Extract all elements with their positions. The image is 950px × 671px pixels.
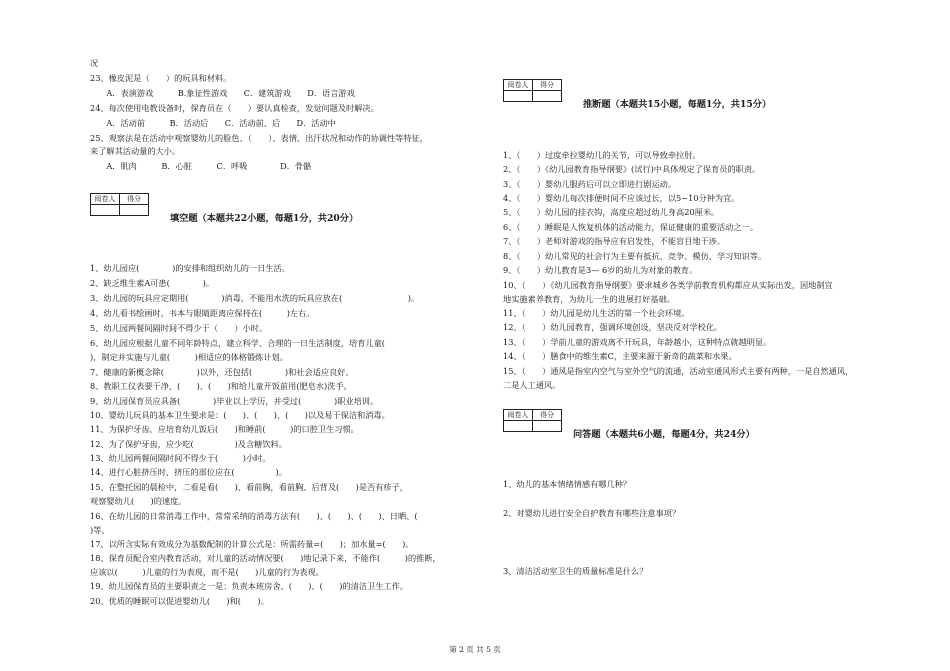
judge-question: 14、（ ）膳食中的维生素C，主要来源于新奇的蔬菜和水果。 [503, 351, 737, 361]
judge-question: 4、（ ）婴幼儿每次排便时间不应该过长，以5~10分钟为宜。 [503, 193, 740, 203]
judge-question: 2、（ ）《幼儿园教育指导纲要》(试行)中具体规定了保育员的职责。 [503, 164, 761, 174]
fill-question: 8、教职工仪表要干净，( )、( )和给儿童开饭前用(肥皂水)洗手。 [90, 381, 352, 391]
fill-question: 4、幼儿看书绘画时，书本与眼睛距离应保持在( )左右。 [90, 308, 315, 318]
score-cell [533, 421, 562, 432]
question-text: 24、每次使用电教设备时，保育员在（ ）要认真检查，发觉问题及时解决。 [90, 103, 379, 113]
fill-question: 5、幼儿园两餐间隔时间不得少于（ ）小时。 [90, 323, 268, 333]
page-number: 第 2 页 共 5 页 [449, 645, 501, 654]
score-label: 得分 [120, 194, 149, 205]
judge-question: 8、（ ）幼儿常见的社会行为主要有抵抗、竞争、模仿、学习知识等。 [503, 251, 767, 261]
judge-question: 11、（ ）幼儿园是幼儿生活的第一个社会环境。 [503, 308, 690, 318]
fill-question: 13、幼儿园两餐间隔时间不得少于( )小时。 [90, 453, 271, 463]
fill-question: )，制定并实施与儿童( )相适应的体格锻炼计划。 [90, 352, 288, 362]
fill-question: 2、缺乏维生素A可患( )。 [90, 278, 214, 288]
fill-question: 7、健康的新概念除( )以外，还包括( )和社会适应良好。 [90, 367, 354, 377]
judge-question: 7、（ ）老师对游戏的指导应有启发性，不能盲目地干涉。 [503, 236, 726, 246]
grader-cell [91, 205, 120, 216]
score-box [90, 193, 149, 216]
fill-question: 1、幼儿园应( )的安排和组织幼儿的一日生活。 [90, 263, 290, 273]
question-options: A．肌肉 B．心脏 C．呼吸 D．骨骼 [90, 161, 312, 171]
judge-question: 5、（ ）幼儿园的挂衣钩，高度应超过幼儿身高20厘米。 [503, 207, 720, 217]
judge-question: 6、（ ）睡眠是人恢复机体的活动能力，保证健康的重要活动之一。 [503, 222, 758, 232]
judge-question: 15、（ ）通风是指室内空气与室外空气的流通，活动室通风形式主要有两种，一是自然通风， [503, 366, 854, 376]
qa-question: 1、幼儿的基本情绪情感有哪几种？ [503, 479, 632, 489]
fill-question: 16、在幼儿园的日常消毒工作中，常常采纳的消毒方法有( )、( )、( )、日晒、( [90, 511, 434, 521]
judge-section-title: 推断题（本题共15小题，每题1分，共15分） [583, 99, 772, 110]
score-cell [120, 205, 149, 216]
score-label: 得分 [533, 410, 562, 421]
fill-question: 11、为保护牙齿，应培育幼儿饭后( )和睡前( )的口腔卫生习惯。 [90, 424, 359, 434]
fill-question: 应该以( )儿童的行为表现，而不是( )儿童的行为表现。 [90, 567, 324, 577]
fill-question: 9、幼儿园保育员应具备( )毕业以上学历，并受过( )职业培训。 [90, 396, 379, 406]
grader-cell [504, 421, 533, 432]
question-text: 23、橡皮泥是（ ）的玩具和材料。 [90, 73, 232, 83]
grader-label: 阅卷人 [504, 410, 533, 421]
question-options: A．活动前 B．活动后 C．活动前、后 D．活动中 [90, 118, 336, 128]
question-text: 况 [90, 58, 99, 68]
fill-question: 观察婴幼儿( )的速度。 [90, 496, 187, 506]
judge-question: 13、（ ）学前儿童的游戏离不开玩具，年龄越小，这种特点就越明显。 [503, 337, 772, 347]
judge-question: 3、（ ）婴幼儿服药后可以立即进行剧运动。 [503, 179, 677, 189]
fill-question: 12、为了保护牙齿，应少吃( )及含糖饮料。 [90, 439, 287, 449]
fill-question: 19、幼儿园保育员的主要职责之一是：负责本班房舍、( )、( )的清洁卫生工作。 [90, 581, 408, 591]
grader-cell [504, 91, 533, 102]
judge-question: 1、（ ）过度牵拉婴幼儿的关节，可以导致牵拉肘。 [503, 150, 701, 160]
grader-label: 阅卷人 [91, 194, 120, 205]
fill-question: 18、保育员配合室内教育活动，对儿童的活动情况要( )地记录下来，不能作( )的推断， [90, 553, 441, 563]
question-options: A．表演游戏 B.象征性游戏 C．建筑游戏 D．语言游戏 [90, 88, 355, 98]
judge-question: 10、（ ）《幼儿园教育指导纲要》要求城乡各类学前教育机构都应从实际出发，因地制宜 [503, 280, 833, 290]
score-box [503, 409, 562, 432]
judge-question: 地实施素养教育，为幼儿一生的进展打好基础。 [503, 294, 675, 304]
fill-question: 17、以所含实际有效成分为基数配制的计算公式是：所需药量=( )；加水量=( )。 [90, 539, 414, 549]
score-box [503, 79, 562, 102]
judge-question: 二是人工通风。 [503, 380, 561, 390]
question-text: 来了解其活动量的大小。 [90, 146, 181, 156]
score-label: 得分 [533, 80, 562, 91]
fill-question: 14、进行心脏挤压时，挤压的部位应在( )。 [90, 467, 287, 477]
fill-question: 20、优质的睡眠可以促进婴幼儿( )和( )。 [90, 596, 269, 606]
grader-label: 阅卷人 [504, 80, 533, 91]
fill-question: 15、在整托园的晨检中，二看是看( )、看前胸，看前胸、后背及( )是否有疹子， [90, 482, 408, 492]
judge-question: 12、（ ）幼儿园教育，强调环境创设，坚决反对学校化。 [503, 322, 723, 332]
fill-question: 6、幼儿园应根据儿童不同年龄特点，建立科学、合理的一日生活制度，培育儿童( [90, 338, 410, 348]
qa-question: 2、对婴幼儿进行安全自护教育有哪些注意事项？ [503, 508, 681, 518]
fill-question: 3、幼儿园的玩具应定期用( )消毒，不能用水洗的玩具应放在( )。 [90, 293, 420, 303]
score-cell [533, 91, 562, 102]
fill-section-title: 填空题（本题共22小题，每题1分，共20分） [170, 213, 359, 224]
question-text: 25、观察法是在活动中观察婴幼儿的脸色、（ ）、表情、出汗状况和动作的协调性等特征， [90, 133, 428, 143]
judge-question: 9、（ ）幼儿教育是3— 6岁的幼儿为对象的教育。 [503, 265, 698, 275]
fill-question: 10、婴幼儿玩具的基本卫生要求是：( )、( )、( )以及易于保洁和消毒。 [90, 410, 390, 420]
fill-question: )等。 [90, 525, 110, 535]
qa-question: 3、清洁活动室卫生的质量标准是什么？ [503, 566, 648, 576]
qa-section-title: 问答题（本题共6小题，每题4分，共24分） [573, 429, 755, 440]
